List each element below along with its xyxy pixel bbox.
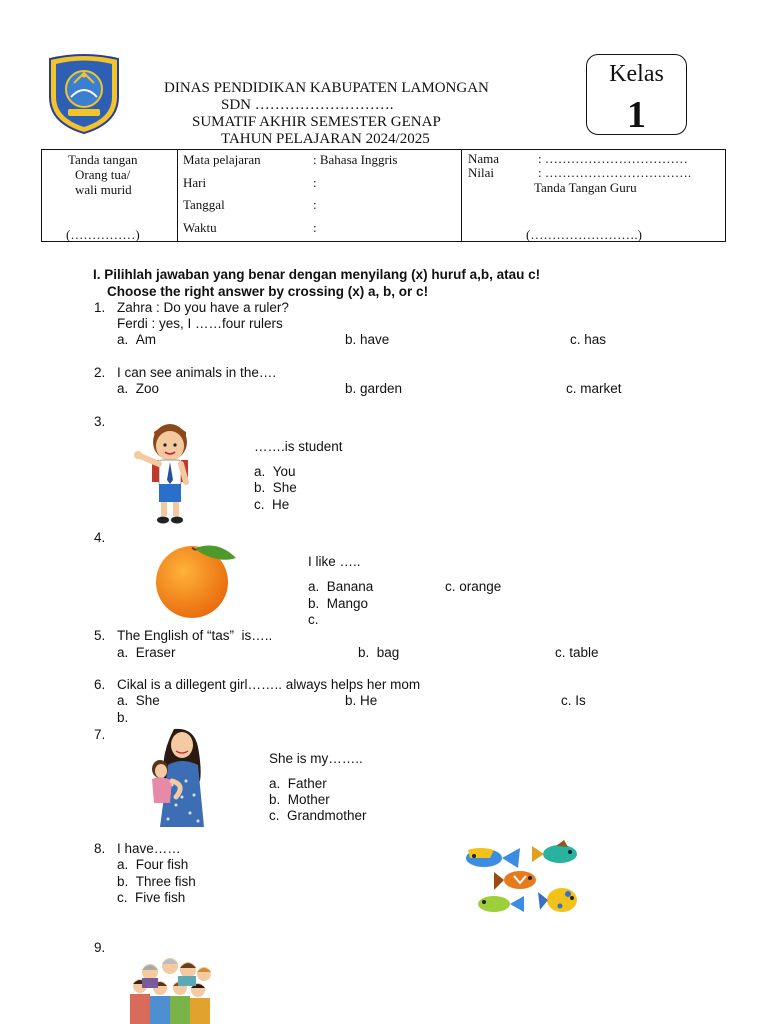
parent-signature-line: (……………) [66,227,140,242]
orange-fruit-illustration [152,542,244,618]
fish-icon [466,848,520,868]
student-teacher-cell [462,150,726,242]
q6-option-a[interactable]: a. She [117,693,160,708]
header-school: SDN ………………………. [221,97,394,113]
q5-option-a[interactable]: a. Eraser [117,645,176,660]
q6-option-c[interactable]: c. Is [561,693,586,708]
q7-prompt: She is my…….. [269,751,363,766]
q4-option-b[interactable]: b. Mango [308,596,369,611]
header-academic-year: TAHUN PELAJARAN 2024/2025 [221,131,430,147]
fish-icon [532,840,577,863]
day-label: Hari [183,175,207,190]
teacher-signature-line[interactable]: (…………………….) [526,227,642,242]
fish-icon [494,871,536,890]
student-info-table [41,149,726,242]
family-group-illustration [128,956,218,1024]
family-group-icon [128,956,218,1024]
score-field[interactable]: : ……………………………. [538,165,692,180]
q7-option-c[interactable]: c. Grandmother [269,808,367,823]
schoolboy-icon [130,422,200,526]
q4-option-c-inline[interactable]: c. orange [445,579,502,594]
q7-number: 7. [94,727,106,742]
exam-detail-cell [178,150,462,242]
q4-prompt: I like ….. [308,554,361,569]
q7-option-b[interactable]: b. Mother [269,792,330,807]
q3-option-b[interactable]: b. She [254,480,297,495]
time-value[interactable]: : [313,220,317,235]
q9-number: 9. [94,940,106,955]
class-box [586,54,687,135]
schoolboy-illustration [130,422,200,526]
parent-signature-label-2: Orang tua/ [75,167,131,182]
q2-option-c[interactable]: c. market [566,381,622,396]
q5-option-c[interactable]: c. table [555,645,599,660]
mother-child-icon [146,725,210,827]
q7-option-a[interactable]: a. Father [269,776,327,791]
orange-fruit-icon [152,542,244,618]
name-field[interactable]: : …………………………… [538,151,688,166]
q3-option-a[interactable]: a. You [254,464,296,479]
instruction-id: I. Pilihlah jawaban yang benar dengan menyilang (x) huruf a,b, atau c! [93,267,541,282]
q2-option-b[interactable]: b. garden [345,381,403,396]
q1-option-a[interactable]: a. Am [117,332,157,347]
q1-number: 1. [94,300,106,315]
q5-option-b[interactable]: b. bag [358,645,400,660]
name-label: Nama [468,151,500,166]
q8-option-c[interactable]: c. Five fish [117,890,186,905]
school-logo [44,53,124,135]
subject-value: : Bahasa Inggris [313,152,398,167]
score-label: Nilai [468,165,494,180]
q6-option-b[interactable]: b. He [345,693,378,708]
q3-option-c[interactable]: c. He [254,497,290,512]
q1-option-c[interactable]: c. has [570,332,607,347]
class-label: Kelas [609,61,664,87]
parent-signature-cell[interactable] [42,150,178,242]
q4-option-a[interactable]: a. Banana [308,579,374,594]
q3-number: 3. [94,414,106,429]
class-number: 1 [627,94,646,136]
date-label: Tanggal [183,197,225,212]
teacher-signature-label: Tanda Tangan Guru [534,180,637,195]
fish-icon [478,896,524,912]
q8-option-a[interactable]: a. Four fish [117,857,189,872]
instruction-en: Choose the right answer by crossing (x) a, b, or c! [107,284,429,299]
q2-line1: I can see animals in the…. [117,365,277,380]
q6-number: 6. [94,677,106,692]
five-fish-illustration [460,836,590,922]
q1-option-b[interactable]: b. have [345,332,390,347]
q3-prompt: …….is student [254,439,343,454]
q8-number: 8. [94,841,106,856]
q6-line1: Cikal is a dillegent girl…….. always helps her mom [117,677,421,692]
q1-line1: Zahra : Do you have a ruler? [117,300,289,315]
parent-signature-label-3: wali murid [75,182,132,197]
date-value[interactable]: : [313,197,317,212]
q4-option-c[interactable]: c. [308,612,319,627]
lamongan-emblem-icon [44,53,124,135]
q6-option-b-extra[interactable]: b. [117,710,129,725]
q2-option-a[interactable]: a. Zoo [117,381,160,396]
parent-signature-label-1: Tanda tangan [68,152,138,167]
q8-option-b[interactable]: b. Three fish [117,874,196,889]
q5-line1: The English of “tas” is….. [117,628,273,643]
subject-label: Mata pelajaran [183,152,261,167]
fish-group-icon [460,836,590,922]
q8-line1: I have…… [117,841,181,856]
day-value[interactable]: : [313,175,317,190]
header-agency: DINAS PENDIDIKAN KABUPATEN LAMONGAN [164,80,489,96]
fish-icon [538,888,577,912]
header-exam-title: SUMATIF AKHIR SEMESTER GENAP [192,114,441,130]
time-label: Waktu [183,220,217,235]
q1-line2: Ferdi : yes, I ……four rulers [117,316,283,331]
q5-number: 5. [94,628,106,643]
q2-number: 2. [94,365,106,380]
q4-number: 4. [94,530,106,545]
mother-holding-child-illustration [146,725,210,827]
